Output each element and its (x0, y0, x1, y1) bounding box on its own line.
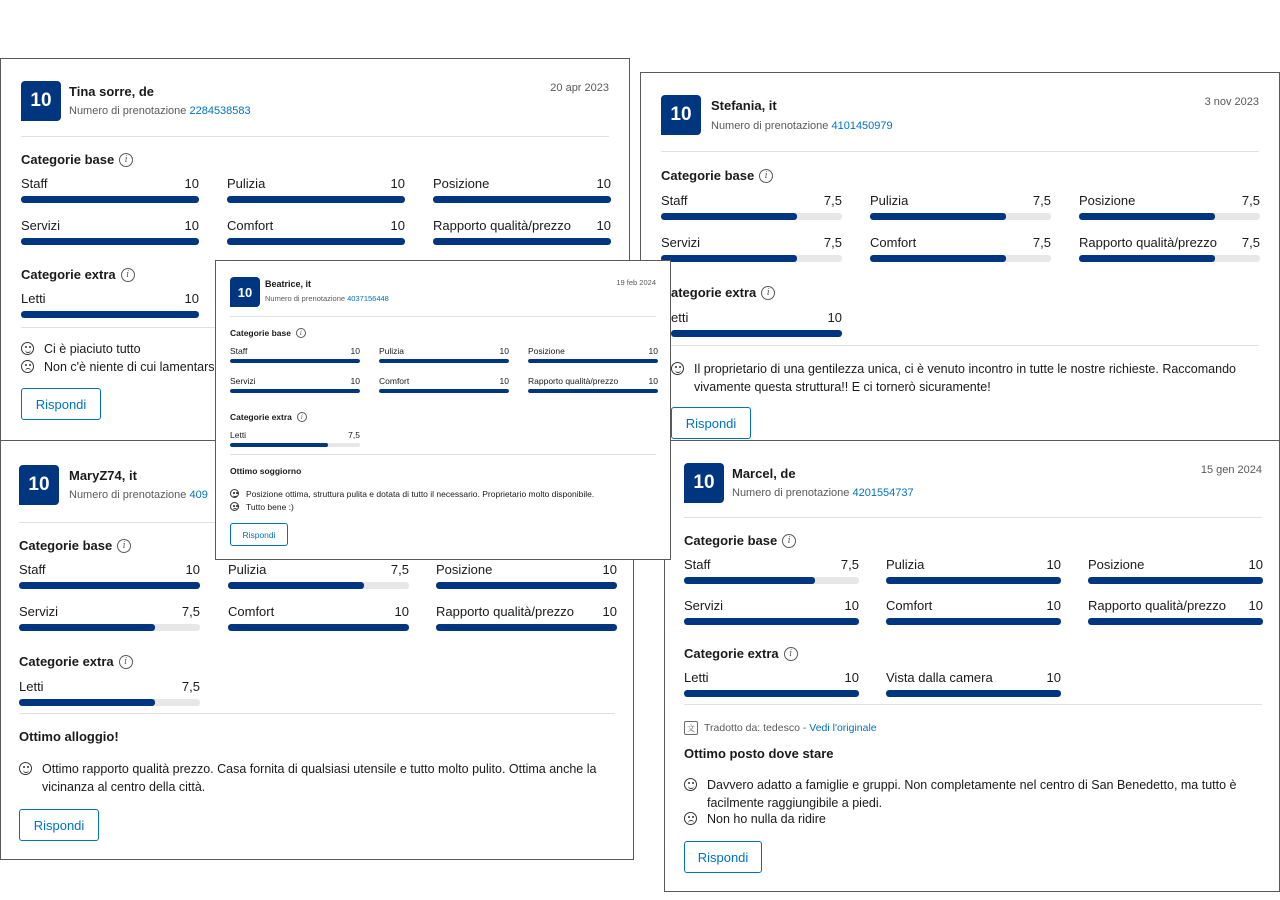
category-posizione (436, 562, 617, 589)
category-value: 10 (184, 176, 199, 191)
category-value: 10 (1248, 557, 1263, 572)
rating-bar-fill (436, 624, 617, 631)
category-label: Servizi (19, 604, 59, 619)
positive-comment: Ci è piaciuto tutto (21, 340, 141, 358)
rating-bar (886, 618, 1061, 625)
category-label: Pulizia (886, 557, 925, 572)
review-score: 10 (21, 81, 61, 121)
review-score: 10 (684, 463, 724, 503)
rating-bar (684, 690, 859, 697)
reply-button[interactable]: Rispondi (684, 841, 762, 873)
rating-bar-fill (228, 624, 409, 631)
base-categories-heading: Categorie base i (661, 168, 773, 183)
rating-bar-fill (528, 359, 658, 363)
info-icon[interactable]: i (784, 647, 798, 661)
category-value: 10 (827, 310, 842, 325)
rating-bar-fill (661, 255, 797, 262)
category-staff (19, 562, 200, 589)
category-pulizia (228, 562, 409, 589)
rating-bar-fill (230, 359, 360, 363)
base-categories-heading: Categorie base i (21, 152, 133, 167)
review-card-beatrice (215, 260, 671, 560)
review-score: 10 (661, 95, 701, 135)
rating-bar-fill (230, 389, 360, 393)
category-servizi (661, 235, 842, 262)
category-letti (21, 291, 199, 318)
rating-bar-fill (886, 618, 1061, 625)
category-label: Comfort (870, 235, 917, 250)
category-value: 10 (184, 218, 199, 233)
booking-number: Numero di prenotazione 4201554737 (732, 487, 914, 499)
happy-face-icon (21, 342, 34, 355)
sad-face-icon (684, 812, 697, 825)
rating-bar (433, 196, 611, 203)
booking-number-link[interactable]: 409 (189, 489, 208, 501)
rating-bar (528, 389, 658, 393)
rating-bar (19, 699, 200, 706)
info-icon[interactable]: i (117, 539, 131, 553)
reply-button[interactable]: Rispondi (21, 388, 101, 420)
rating-bar (228, 582, 409, 589)
rating-bar-fill (661, 213, 797, 220)
category-label: Letti (684, 670, 709, 685)
rating-bar (1079, 213, 1260, 220)
category-label: etti (671, 310, 689, 325)
rating-bar-fill (1088, 618, 1263, 625)
category-servizi (684, 598, 859, 625)
category-label: Comfort (227, 218, 274, 233)
category-letti (671, 310, 842, 337)
category-label: Staff (19, 562, 46, 577)
extra-categories-heading: Categorie extra i (230, 412, 307, 422)
divider (230, 316, 656, 317)
happy-face-icon (684, 778, 697, 791)
category-label: Servizi (230, 376, 256, 386)
divider (661, 151, 1259, 152)
reviewer-name: Marcel, de (732, 466, 796, 481)
category-label: Staff (230, 346, 248, 356)
rating-bar-fill (433, 238, 611, 245)
category-label: Servizi (21, 218, 61, 233)
category-letti (19, 679, 200, 706)
category-value: 10 (185, 562, 200, 577)
rating-bar (227, 196, 405, 203)
rating-bar (19, 582, 200, 589)
rating-bar-fill (19, 624, 155, 631)
positive-comment: Davvero adatto a famiglie e gruppi. Non completamente nel centro di San Benedetto, ma tutto è facilmente raggiungibile a piedi. (684, 776, 1264, 812)
rating-bar (684, 577, 859, 584)
category-label: Vista dalla camera (886, 670, 993, 685)
category-comfort (870, 235, 1051, 262)
rating-bar-fill (436, 582, 617, 589)
review-card-stefania (640, 72, 1280, 444)
review-score: 10 (19, 465, 59, 505)
review-date: 3 nov 2023 (1204, 96, 1259, 108)
category-label: Letti (230, 430, 247, 440)
base-categories-heading: Categorie base i (230, 328, 306, 338)
rating-bar-fill (684, 577, 815, 584)
category-pulizia (227, 176, 405, 203)
category-label: Pulizia (379, 346, 405, 356)
category-value: 7,5 (181, 679, 200, 694)
reply-button[interactable]: Rispondi (671, 407, 751, 439)
category-staff (684, 557, 859, 584)
category-label: Staff (684, 557, 711, 572)
category-label: Rapporto qualità/prezzo (528, 376, 619, 386)
category-staff (230, 346, 360, 363)
category-letti (684, 670, 859, 697)
review-card-marcel (664, 440, 1280, 892)
sad-face-icon (21, 360, 34, 373)
positive-comment: Ottimo rapporto qualità prezzo. Casa fornita di qualsiasi utensile e tutto molto pulito. Ottima anche la vicinanza al centro della città. (19, 760, 619, 796)
category-value: 10 (1046, 670, 1061, 685)
category-value: 7,5 (1241, 235, 1260, 250)
extra-categories-heading: Categorie extra i (19, 654, 133, 669)
category-label: Posizione (528, 346, 565, 356)
category-label: Pulizia (227, 176, 266, 191)
category-label: Servizi (661, 235, 701, 250)
category-label: Rapporto qualità/prezzo (433, 218, 572, 233)
rating-bar-fill (21, 196, 199, 203)
category-servizi (230, 376, 360, 393)
rating-bar-fill (528, 389, 658, 393)
rating-bar (230, 359, 360, 363)
category-value: 10 (648, 346, 658, 356)
info-icon[interactable]: i (759, 169, 773, 183)
rating-bar (21, 196, 199, 203)
category-value: 10 (602, 604, 617, 619)
rating-bar (19, 624, 200, 631)
booking-number-link[interactable]: 4201554737 (852, 487, 914, 499)
category-comfort (379, 376, 509, 393)
category-value: 10 (844, 598, 859, 613)
category-pulizia (886, 557, 1061, 584)
reviewer-name: Stefania, it (711, 98, 777, 113)
category-pulizia (870, 193, 1051, 220)
category-posizione (1088, 557, 1263, 584)
review-date: 19 feb 2024 (616, 278, 656, 287)
category-value: 10 (596, 218, 611, 233)
rating-bar (661, 213, 842, 220)
category-letti (230, 430, 360, 447)
booking-number: Numero di prenotazione 4037156448 (265, 294, 389, 303)
divider (671, 345, 1259, 346)
extra-categories-heading: Categorie extra i (684, 646, 798, 661)
booking-number: Numero di prenotazione 2284538583 (69, 105, 251, 117)
category-value: 10 (1248, 598, 1263, 613)
category-label: Letti (19, 679, 44, 694)
category-label: Rapporto qualità/prezzo (1079, 235, 1218, 250)
rating-bar (1088, 618, 1263, 625)
review-date: 15 gen 2024 (1200, 464, 1262, 476)
category-value: 10 (390, 218, 405, 233)
category-servizi (21, 218, 199, 245)
rating-bar-fill (379, 359, 509, 363)
category-value: 10 (499, 346, 509, 356)
rating-bar (684, 618, 859, 625)
category-servizi (19, 604, 200, 631)
reviewer-name: Beatrice, it (265, 279, 312, 289)
translate-icon: 文 (684, 721, 698, 735)
category-value: 7,5 (1032, 193, 1051, 208)
rating-bar (661, 255, 842, 262)
category-label: Pulizia (870, 193, 909, 208)
info-icon[interactable]: i (119, 153, 133, 167)
category-label: Posizione (1088, 557, 1145, 572)
happy-face-icon (19, 762, 32, 775)
category-value: 10 (1046, 598, 1061, 613)
category-label: Posizione (1079, 193, 1136, 208)
rating-bar-fill (684, 618, 859, 625)
rating-bar-fill (21, 311, 199, 318)
rating-bar-fill (230, 443, 328, 447)
category-value: 10 (394, 604, 409, 619)
category-comfort (886, 598, 1061, 625)
category-label: Pulizia (228, 562, 267, 577)
reviewer-name: MaryZ74, it (69, 468, 137, 483)
rating-bar-fill (684, 690, 859, 697)
category-value: 7,5 (348, 430, 360, 440)
booking-number: Numero di prenotazione 4101450979 (711, 120, 893, 132)
info-icon[interactable]: i (761, 286, 775, 300)
rating-bar (1088, 577, 1263, 584)
category-label: Staff (21, 176, 48, 191)
category-label: Comfort (228, 604, 275, 619)
see-original-link[interactable]: Vedi l'originale (809, 722, 877, 734)
booking-number-link[interactable]: 2284538583 (189, 105, 251, 117)
info-icon[interactable]: i (296, 328, 306, 338)
rating-bar (379, 359, 509, 363)
divider (21, 136, 609, 137)
rating-bar (886, 690, 1061, 697)
base-categories-heading: Categorie base i (684, 533, 796, 548)
rating-bar (886, 577, 1061, 584)
rating-bar (379, 389, 509, 393)
rating-bar (21, 238, 199, 245)
rating-bar-fill (1088, 577, 1263, 584)
category-label: Posizione (433, 176, 490, 191)
review-date: 20 apr 2023 (550, 82, 609, 94)
category-value: 10 (844, 670, 859, 685)
category-value: 10 (1046, 557, 1061, 572)
rating-bar (671, 330, 842, 337)
divider (19, 713, 615, 714)
category-value: 7,5 (181, 604, 200, 619)
category-posizione (1079, 193, 1260, 220)
rating-bar-fill (870, 213, 1006, 220)
review-title: Ottimo posto dove stare (684, 746, 834, 761)
info-icon[interactable]: i (297, 412, 307, 422)
category-value: 7,5 (390, 562, 409, 577)
rating-bar (433, 238, 611, 245)
happy-face-icon (671, 362, 684, 375)
category-value: 7,5 (1241, 193, 1260, 208)
category-value: 10 (390, 176, 405, 191)
category-value: 7,5 (823, 193, 842, 208)
positive-comment: Posizione ottima, struttura pulita e dotata di tutto il necessario. Proprietario molto disponibile. (230, 488, 660, 500)
category-value: 10 (499, 376, 509, 386)
positive-comment: Il proprietario di una gentilezza unica, ci è venuto incontro in tutte le nostre richieste. Raccomando vivamente questa struttura!! E ci tornerò sicuramente! (671, 360, 1271, 396)
negative-comment: Tutto bene :) (230, 501, 294, 513)
rating-bar (870, 255, 1051, 262)
rating-bar-fill (19, 582, 200, 589)
category-label: Letti (21, 291, 46, 306)
category-label: Comfort (886, 598, 933, 613)
category-posizione (528, 346, 658, 363)
booking-number: Numero di prenotazione 409 (69, 489, 208, 501)
category-value: 10 (596, 176, 611, 191)
category-value (528, 376, 658, 393)
sad-face-icon (230, 502, 239, 511)
review-title: Ottimo soggiorno (230, 466, 302, 476)
rating-bar (1079, 255, 1260, 262)
category-room-view (886, 670, 1061, 697)
category-value: 10 (602, 562, 617, 577)
category-label: Comfort (379, 376, 410, 386)
rating-bar-fill (886, 577, 1061, 584)
category-value: 7,5 (1032, 235, 1051, 250)
category-value: 10 (350, 346, 360, 356)
category-value: 10 (350, 376, 360, 386)
rating-bar (436, 624, 617, 631)
category-pulizia (379, 346, 509, 363)
base-categories-heading: Categorie base i (19, 538, 131, 553)
rating-bar (230, 389, 360, 393)
category-label: Posizione (436, 562, 493, 577)
rating-bar (21, 311, 199, 318)
category-posizione (433, 176, 611, 203)
rating-bar (870, 213, 1051, 220)
reviewer-name: Tina sorre, de (69, 84, 155, 99)
happy-face-icon (230, 489, 239, 498)
rating-bar (227, 238, 405, 245)
rating-bar-fill (1079, 213, 1215, 220)
rating-bar-fill (21, 238, 199, 245)
divider (230, 454, 656, 455)
extra-categories-heading: Categorie extra i (21, 267, 135, 282)
info-icon[interactable]: i (121, 268, 135, 282)
booking-number-link[interactable]: 4037156448 (347, 294, 389, 303)
category-comfort (227, 218, 405, 245)
extra-categories-heading: ategorie extra i (671, 285, 775, 300)
rating-bar-fill (870, 255, 1006, 262)
rating-bar-fill (227, 238, 405, 245)
category-value: 7,5 (840, 557, 859, 572)
category-label: Rapporto qualità/prezzo (436, 604, 575, 619)
divider (684, 517, 1262, 518)
reply-button[interactable]: Rispondi (230, 523, 288, 546)
rating-bar-fill (886, 690, 1061, 697)
category-value: 7,5 (823, 235, 842, 250)
category-value (436, 604, 617, 631)
rating-bar (230, 443, 360, 447)
rating-bar-fill (1079, 255, 1215, 262)
rating-bar-fill (671, 330, 842, 337)
rating-bar (528, 359, 658, 363)
info-icon[interactable]: i (782, 534, 796, 548)
negative-comment: Non ho nulla da ridire (684, 810, 826, 828)
category-staff (661, 193, 842, 220)
category-value: 10 (648, 376, 658, 386)
rating-bar-fill (227, 196, 405, 203)
reply-button[interactable]: Rispondi (19, 809, 99, 841)
category-value (433, 218, 611, 245)
rating-bar (436, 582, 617, 589)
info-icon[interactable]: i (119, 655, 133, 669)
category-label: Servizi (684, 598, 724, 613)
translation-note: 文 Tradotto da: tedesco - Vedi l'originale (684, 721, 877, 735)
review-title: Ottimo alloggio! (19, 729, 119, 744)
rating-bar-fill (433, 196, 611, 203)
category-comfort (228, 604, 409, 631)
divider (684, 704, 1262, 705)
category-label: Staff (661, 193, 688, 208)
category-staff (21, 176, 199, 203)
rating-bar-fill (379, 389, 509, 393)
review-score: 10 (230, 277, 260, 307)
negative-comment: Non c'è niente di cui lamentars (21, 358, 215, 376)
booking-number-link[interactable]: 4101450979 (831, 120, 893, 132)
category-value: 10 (184, 291, 199, 306)
rating-bar-fill (19, 699, 155, 706)
category-label: Rapporto qualità/prezzo (1088, 598, 1227, 613)
category-value (1088, 598, 1263, 625)
rating-bar (228, 624, 409, 631)
category-value (1079, 235, 1260, 262)
rating-bar-fill (228, 582, 364, 589)
